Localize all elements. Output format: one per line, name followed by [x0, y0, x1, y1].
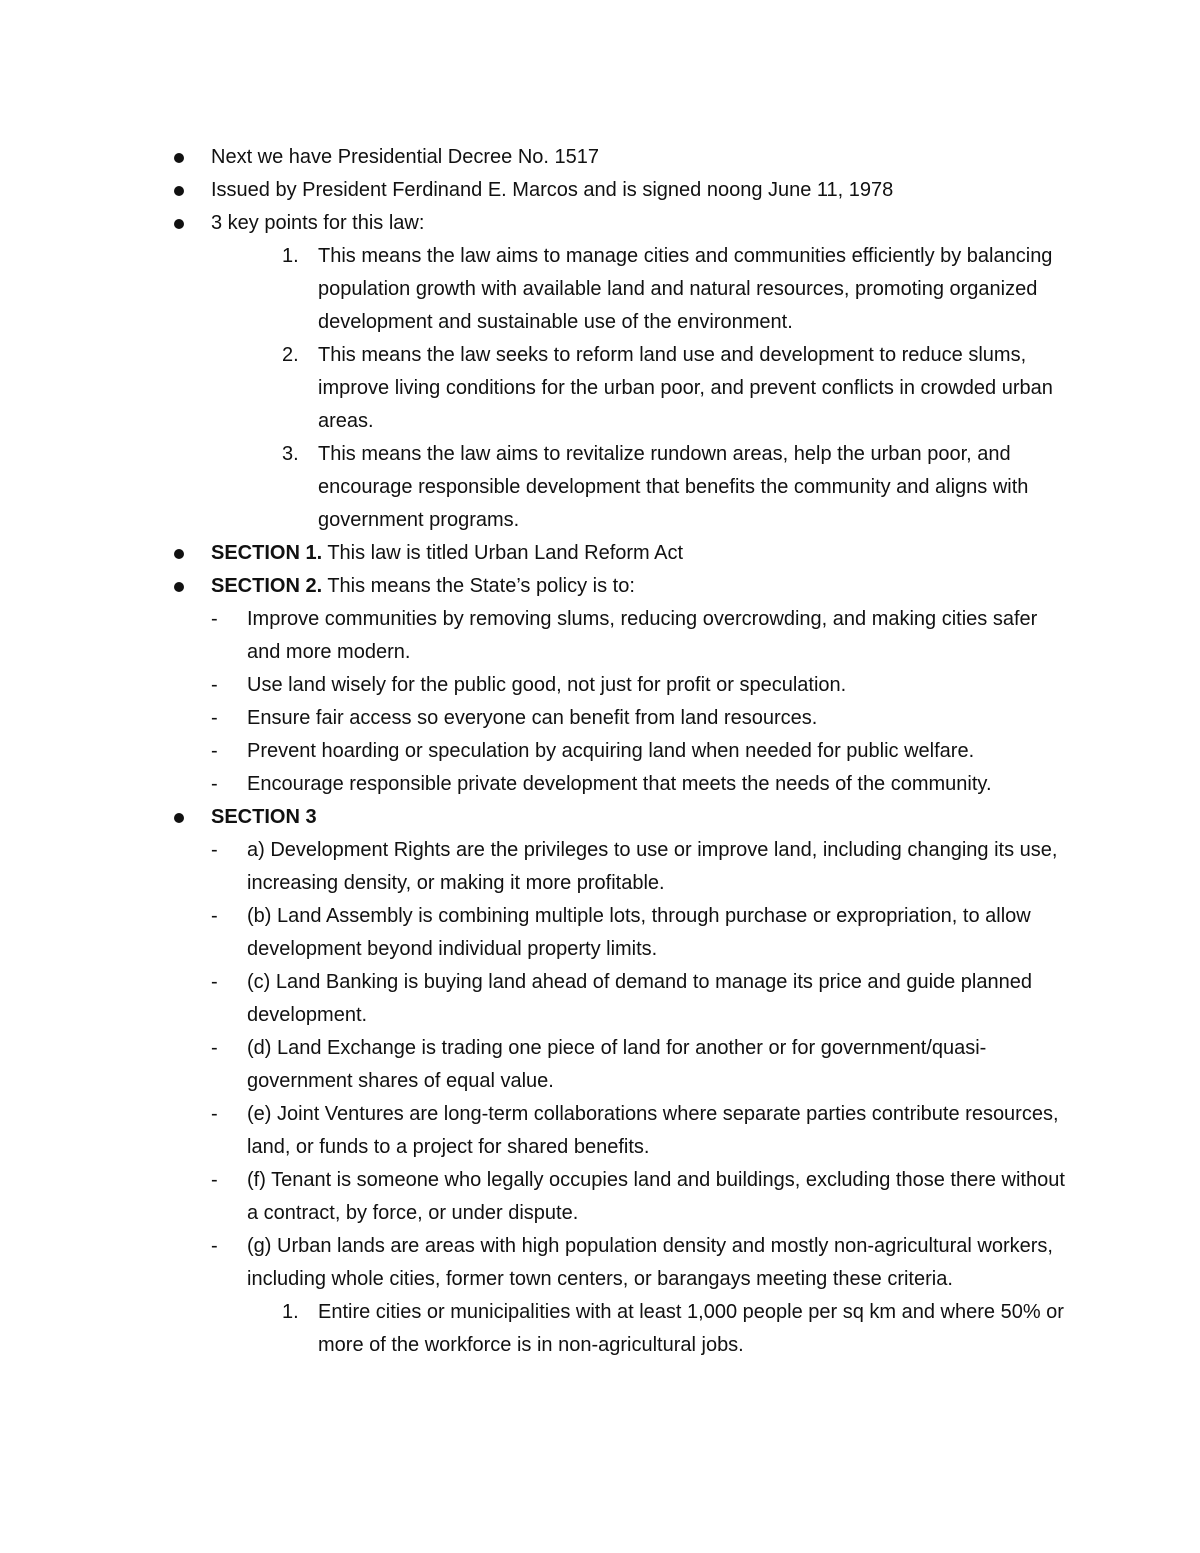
bullet-dot [174, 186, 184, 196]
item-text: Use land wisely for the public good, not just for profit or speculation. [247, 674, 847, 696]
dash-marker: - [211, 740, 218, 762]
bullet-item-decree [0, 141, 1071, 174]
dash-marker: - [211, 905, 218, 927]
numbered-item-key-point-2 [0, 339, 1068, 438]
dash-marker: - [211, 1103, 218, 1125]
dash-marker: - [211, 674, 218, 696]
dash-item-policy-3 [0, 702, 1067, 735]
item-text: (g) Urban lands are areas with high population density and mostly non-agricultural workers, including whole cities, former town centers, or barangays meeting these criteria. [247, 1235, 1053, 1290]
item-text: Encourage responsible private development that meets the needs of the community. [247, 773, 992, 795]
item-text: This means the law aims to revitalize rundown areas, help the urban poor, and encourage responsible development that benefits the community and aligns with government programs. [318, 443, 1029, 531]
dash-marker: - [211, 773, 218, 795]
section-label: SECTION 2. [211, 575, 323, 597]
bullet-dot [174, 582, 184, 592]
section-label: SECTION 1. [211, 542, 323, 564]
bullet-item-section-1 [0, 537, 1071, 570]
item-text: Issued by President Ferdinand E. Marcos and is signed noong June 11, 1978 [211, 179, 894, 201]
dash-item-definition-c [0, 966, 1067, 1032]
dash-item-definition-f [0, 1164, 1067, 1230]
item-text: This law is titled Urban Land Reform Act [322, 542, 684, 564]
bullet-dot [174, 813, 184, 823]
numbered-item-key-point-3 [0, 438, 1068, 537]
dash-marker: - [211, 1037, 218, 1059]
bullet-item-section-2 [0, 570, 1071, 603]
item-text: (d) Land Exchange is trading one piece of land for another or for government/quasi-government shares of equal value. [247, 1037, 987, 1092]
item-number: 2. [282, 344, 299, 366]
dash-marker: - [211, 608, 218, 630]
item-text: This means the law aims to manage cities and communities efficiently by balancing population growth with available land and natural resources, promoting organized development and sustainable use of the environment. [318, 245, 1053, 333]
item-text: Next we have Presidential Decree No. 1517 [211, 146, 599, 168]
bullet-item-section-3 [0, 801, 1071, 834]
item-number: 3. [282, 443, 299, 465]
dash-marker: - [211, 839, 218, 861]
bullet-item-key-points [0, 207, 1071, 240]
item-text: This means the law seeks to reform land use and development to reduce slums, improve living conditions for the urban poor, and prevent conflicts in crowded urban areas. [318, 344, 1053, 432]
item-text: (e) Joint Ventures are long-term collaborations where separate parties contribute resources, land, or funds to a project for shared benefits. [247, 1103, 1059, 1158]
bullet-dot [174, 549, 184, 559]
dash-item-definition-e [0, 1098, 1067, 1164]
bullet-item-issued [0, 174, 1071, 207]
dash-item-policy-5 [0, 768, 1067, 801]
item-number: 1. [282, 245, 299, 267]
bullet-dot [174, 153, 184, 163]
item-text: Prevent hoarding or speculation by acquiring land when needed for public welfare. [247, 740, 975, 762]
dash-item-definition-a [0, 834, 1067, 900]
dash-item-definition-b [0, 900, 1067, 966]
item-text: Improve communities by removing slums, reducing overcrowding, and making cities safer and more modern. [247, 608, 1038, 663]
item-text: 3 key points for this law: [211, 212, 425, 234]
item-number: 1. [282, 1301, 299, 1323]
dash-marker: - [211, 1235, 218, 1257]
item-text: Entire cities or municipalities with at least 1,000 people per sq km and where 50% or more of the workforce is in non-agricultural jobs. [318, 1301, 1064, 1356]
dash-marker: - [211, 707, 218, 729]
dash-item-policy-4 [0, 735, 1067, 768]
dash-marker: - [211, 1169, 218, 1191]
document-page [0, 141, 1200, 1362]
item-text: Ensure fair access so everyone can benefit from land resources. [247, 707, 818, 729]
dash-item-policy-1 [0, 603, 1067, 669]
item-text: This means the State’s policy is to: [322, 575, 635, 597]
numbered-item-urban-criteria-1 [0, 1296, 1068, 1362]
dash-item-definition-g [0, 1230, 1067, 1296]
item-text: (b) Land Assembly is combining multiple lots, through purchase or expropriation, to allow development beyond individual property limits. [247, 905, 1031, 960]
bullet-dot [174, 219, 184, 229]
section-label: SECTION 3 [211, 806, 317, 828]
item-text: (f) Tenant is someone who legally occupies land and buildings, excluding those there without a contract, by force, or under dispute. [247, 1169, 1065, 1224]
item-text: a) Development Rights are the privileges to use or improve land, including changing its use, increasing density, or making it more profitable. [247, 839, 1058, 894]
dash-item-policy-2 [0, 669, 1067, 702]
numbered-item-key-point-1 [0, 240, 1068, 339]
dash-marker: - [211, 971, 218, 993]
item-text: (c) Land Banking is buying land ahead of demand to manage its price and guide planned development. [247, 971, 1032, 1026]
dash-item-definition-d [0, 1032, 1067, 1098]
